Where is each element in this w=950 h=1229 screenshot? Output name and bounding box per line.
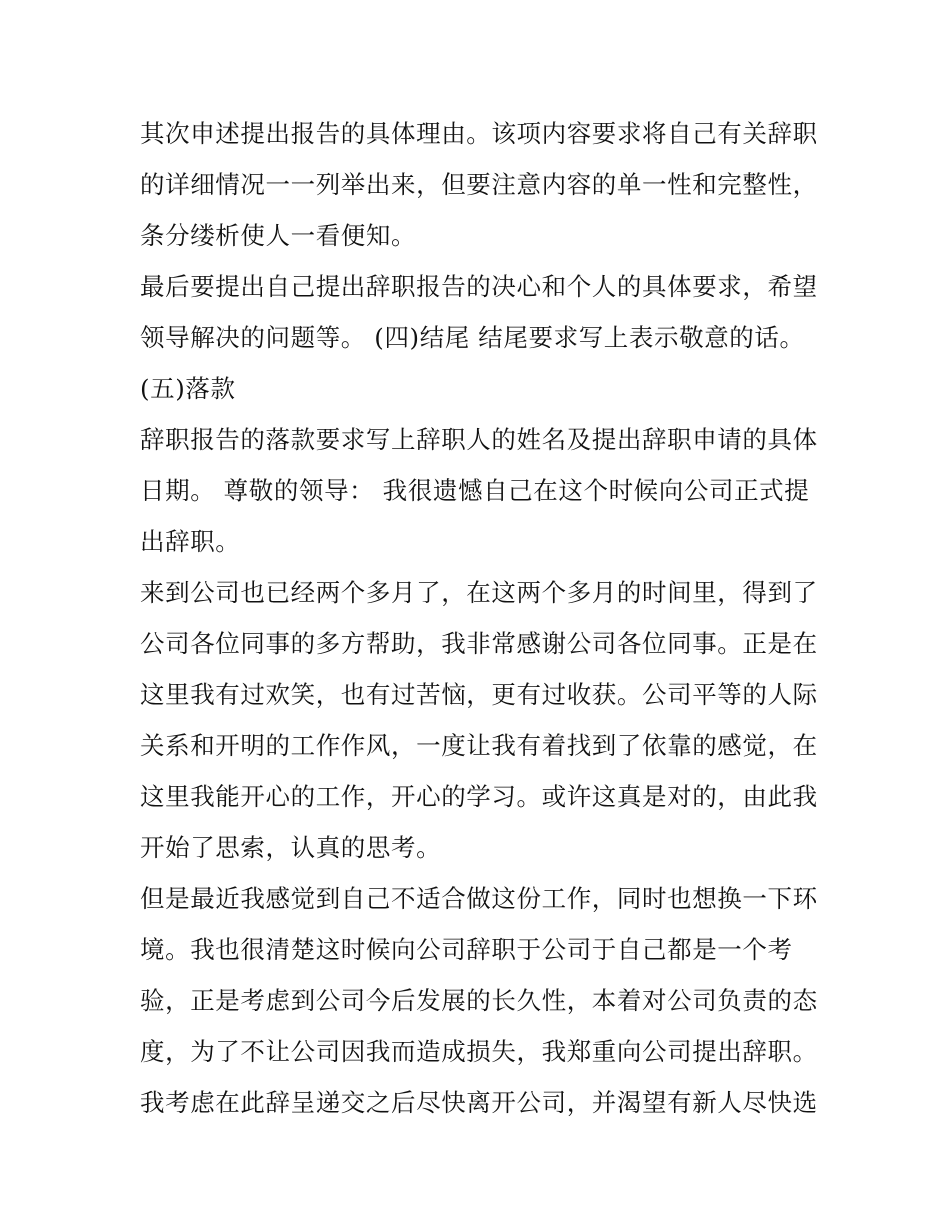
text-line: 我考虑在此辞呈递交之后尽快离开公司，并渴望有新人尽快选	[140, 1088, 818, 1117]
text-line: 开始了思索，认真的思考。	[140, 833, 442, 862]
text-line: 出辞职。	[140, 527, 241, 556]
section-heading: (五)落款	[140, 374, 236, 403]
text-line: 领导解决的问题等。 (四)结尾 结尾要求写上表示敬意的话。	[140, 323, 805, 352]
text-line: 度，为了不让公司因我而造成损失，我郑重向公司提出辞职。	[140, 1037, 818, 1066]
text-line: 验，正是考虑到公司今后发展的长久性，本着对公司负责的态	[140, 986, 818, 1015]
text-line: 辞职报告的落款要求写上辞职人的姓名及提出辞职申请的具体	[140, 425, 818, 454]
text-line: 其次申述提出报告的具体理由。该项内容要求将自己有关辞职	[140, 119, 818, 148]
text-line: 这里我能开心的工作，开心的学习。或许这真是对的，由此我	[140, 782, 818, 811]
text-line: 最后要提出自己提出辞职报告的决心和个人的具体要求，希望	[140, 272, 818, 301]
text-line: 境。我也很清楚这时候向公司辞职于公司于自己都是一个考	[140, 935, 793, 964]
text-line: 日期。 尊敬的领导： 我很遗憾自己在这个时候向公司正式提	[140, 476, 810, 505]
text-line: 这里我有过欢笑，也有过苦恼，更有过收获。公司平等的人际	[140, 680, 818, 709]
text-line: 公司各位同事的多方帮助，我非常感谢公司各位同事。正是在	[140, 629, 818, 658]
text-line: 关系和开明的工作作风，一度让我有着找到了依靠的感觉，在	[140, 731, 818, 760]
document-body	[140, 108, 820, 1128]
text-line: 条分缕析使人一看便知。	[140, 221, 417, 250]
text-line: 来到公司也已经两个多月了，在这两个多月的时间里，得到了	[140, 578, 818, 607]
text-line: 但是最近我感觉到自己不适合做这份工作，同时也想换一下环	[140, 884, 818, 913]
text-line: 的详细情况一一列举出来，但要注意内容的单一性和完整性，	[140, 170, 818, 199]
